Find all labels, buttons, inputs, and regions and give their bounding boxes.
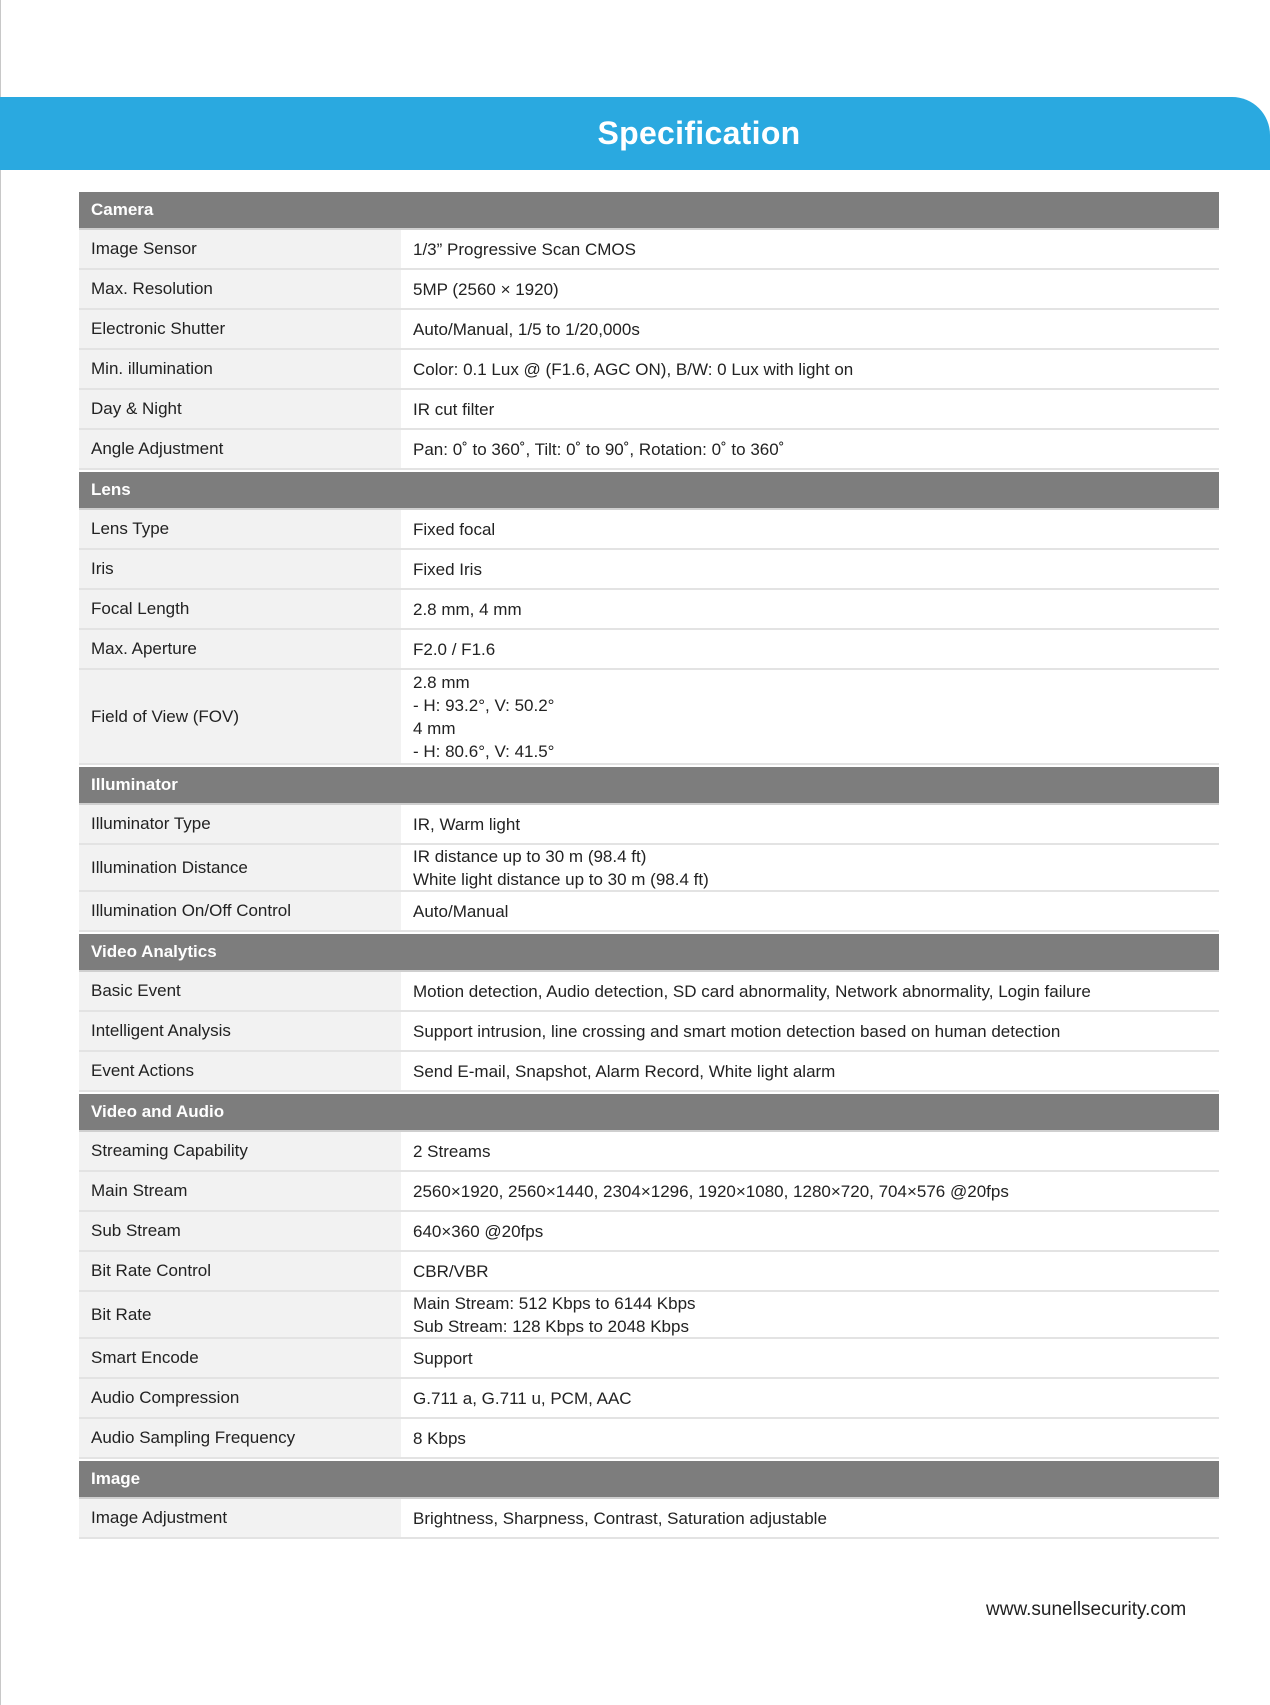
- spec-value: G.711 a, G.711 u, PCM, AAC: [413, 1388, 632, 1408]
- spec-label: Bit Rate: [79, 1292, 401, 1337]
- spec-row-basic-event: [79, 972, 1219, 1012]
- spec-value: CBR/VBR: [413, 1261, 489, 1281]
- page-title: Specification: [597, 115, 801, 151]
- section-header-image: Image: [79, 1459, 1219, 1499]
- spec-row-field-of-view: [79, 670, 1219, 765]
- spec-value: Auto/Manual, 1/5 to 1/20,000s: [413, 319, 640, 339]
- spec-value: Auto/Manual: [413, 901, 509, 921]
- spec-value-line: 2.8 mm: [413, 672, 470, 692]
- section-header-camera: Camera: [79, 190, 1219, 230]
- spec-row-image-sensor: [79, 230, 1219, 270]
- spec-row-illumination-distance: [79, 845, 1219, 892]
- spec-row-min-illumination: [79, 350, 1219, 390]
- spec-value: Send E-mail, Snapshot, Alarm Record, White light alarm: [413, 1061, 836, 1081]
- spec-row-electronic-shutter: [79, 310, 1219, 350]
- spec-value-line: - H: 80.6°, V: 41.5°: [413, 741, 555, 761]
- spec-label: Audio Sampling Frequency: [79, 1419, 401, 1457]
- spec-row-bit-rate: [79, 1292, 1219, 1339]
- spec-row-intelligent-analysis: [79, 1012, 1219, 1052]
- spec-value-line: Main Stream: 512 Kbps to 6144 Kbps: [413, 1293, 696, 1313]
- spec-row-iris: [79, 550, 1219, 590]
- specification-table: [79, 190, 1219, 1539]
- spec-row-day-night: [79, 390, 1219, 430]
- spec-value: IR cut filter: [413, 399, 495, 419]
- spec-row-illuminator-type: [79, 805, 1219, 845]
- spec-label: Image Sensor: [79, 230, 401, 268]
- spec-label: Iris: [79, 550, 401, 588]
- spec-label: Illuminator Type: [79, 805, 401, 843]
- spec-row-max-aperture: [79, 630, 1219, 670]
- spec-label: Sub Stream: [79, 1212, 401, 1250]
- spec-row-main-stream: [79, 1172, 1219, 1212]
- spec-label: Electronic Shutter: [79, 310, 401, 348]
- spec-value: IR, Warm light: [413, 814, 521, 834]
- spec-value: 2 Streams: [413, 1141, 491, 1161]
- spec-value: Brightness, Sharpness, Contrast, Saturation adjustable: [413, 1508, 827, 1528]
- spec-row-streaming-capability: [79, 1132, 1219, 1172]
- section-header-illuminator: Illuminator: [79, 765, 1219, 805]
- spec-value: Fixed focal: [413, 519, 496, 539]
- spec-row-angle-adjustment: [79, 430, 1219, 470]
- spec-value-line: Sub Stream: 128 Kbps to 2048 Kbps: [413, 1316, 689, 1336]
- spec-label: Image Adjustment: [79, 1499, 401, 1537]
- spec-value: 1/3” Progressive Scan CMOS: [413, 239, 636, 259]
- spec-label: Field of View (FOV): [79, 670, 401, 763]
- section-header-lens: Lens: [79, 470, 1219, 510]
- spec-row-audio-sampling-frequency: [79, 1419, 1219, 1459]
- spec-row-sub-stream: [79, 1212, 1219, 1252]
- spec-value-multiline: [401, 845, 1219, 890]
- spec-value: Support: [413, 1348, 473, 1368]
- spec-label: Bit Rate Control: [79, 1252, 401, 1290]
- spec-value: F2.0 / F1.6: [413, 639, 496, 659]
- spec-label: Event Actions: [79, 1052, 401, 1090]
- spec-label: Basic Event: [79, 972, 401, 1010]
- spec-value-line: IR distance up to 30 m (98.4 ft): [413, 846, 647, 866]
- spec-label: Max. Aperture: [79, 630, 401, 668]
- spec-value: Pan: 0˚ to 360˚, Tilt: 0˚ to 90˚, Rotation: 0˚ to 360˚: [413, 439, 785, 459]
- spec-label: Main Stream: [79, 1172, 401, 1210]
- spec-row-max-resolution: [79, 270, 1219, 310]
- spec-label: Min. illumination: [79, 350, 401, 388]
- spec-row-bit-rate-control: [79, 1252, 1219, 1292]
- spec-value: Motion detection, Audio detection, SD card abnormality, Network abnormality, Login failure: [413, 981, 1091, 1001]
- spec-row-focal-length: [79, 590, 1219, 630]
- spec-value: 2.8 mm, 4 mm: [413, 599, 522, 619]
- spec-label: Day & Night: [79, 390, 401, 428]
- spec-value: 8 Kbps: [413, 1428, 466, 1448]
- spec-value-line: White light distance up to 30 m (98.4 ft): [413, 869, 709, 889]
- spec-value: 640×360 @20fps: [413, 1221, 544, 1241]
- spec-value-multiline: [401, 1292, 1219, 1337]
- spec-value: 2560×1920, 2560×1440, 2304×1296, 1920×1080, 1280×720, 704×576 @20fps: [413, 1181, 1009, 1201]
- spec-label: Max. Resolution: [79, 270, 401, 308]
- page-edge-line: [0, 0, 1, 1705]
- spec-label: Illumination On/Off Control: [79, 892, 401, 930]
- title-banner: [0, 97, 1270, 170]
- spec-label: Lens Type: [79, 510, 401, 548]
- spec-row-lens-type: [79, 510, 1219, 550]
- spec-label: Angle Adjustment: [79, 430, 401, 468]
- spec-value: Fixed Iris: [413, 559, 482, 579]
- spec-value-line: - H: 93.2°, V: 50.2°: [413, 695, 555, 715]
- spec-row-event-actions: [79, 1052, 1219, 1092]
- section-header-video-analytics: Video Analytics: [79, 932, 1219, 972]
- spec-row-smart-encode: [79, 1339, 1219, 1379]
- spec-label: Focal Length: [79, 590, 401, 628]
- spec-value-multiline: [401, 670, 1219, 763]
- spec-row-audio-compression: [79, 1379, 1219, 1419]
- spec-value: 5MP (2560 × 1920): [413, 279, 559, 299]
- spec-label: Illumination Distance: [79, 845, 401, 890]
- spec-value-line: 4 mm: [413, 718, 456, 738]
- spec-label: Streaming Capability: [79, 1132, 401, 1170]
- spec-label: Intelligent Analysis: [79, 1012, 401, 1050]
- spec-value: Support intrusion, line crossing and smart motion detection based on human detection: [413, 1021, 1061, 1041]
- spec-row-illumination-control: [79, 892, 1219, 932]
- spec-label: Audio Compression: [79, 1379, 401, 1417]
- section-header-video-audio: Video and Audio: [79, 1092, 1219, 1132]
- spec-row-image-adjustment: [79, 1499, 1219, 1539]
- spec-value: Color: 0.1 Lux @ (F1.6, AGC ON), B/W: 0 Lux with light on: [413, 359, 854, 379]
- footer-website: www.sunellsecurity.com: [986, 1599, 1187, 1620]
- spec-label: Smart Encode: [79, 1339, 401, 1377]
